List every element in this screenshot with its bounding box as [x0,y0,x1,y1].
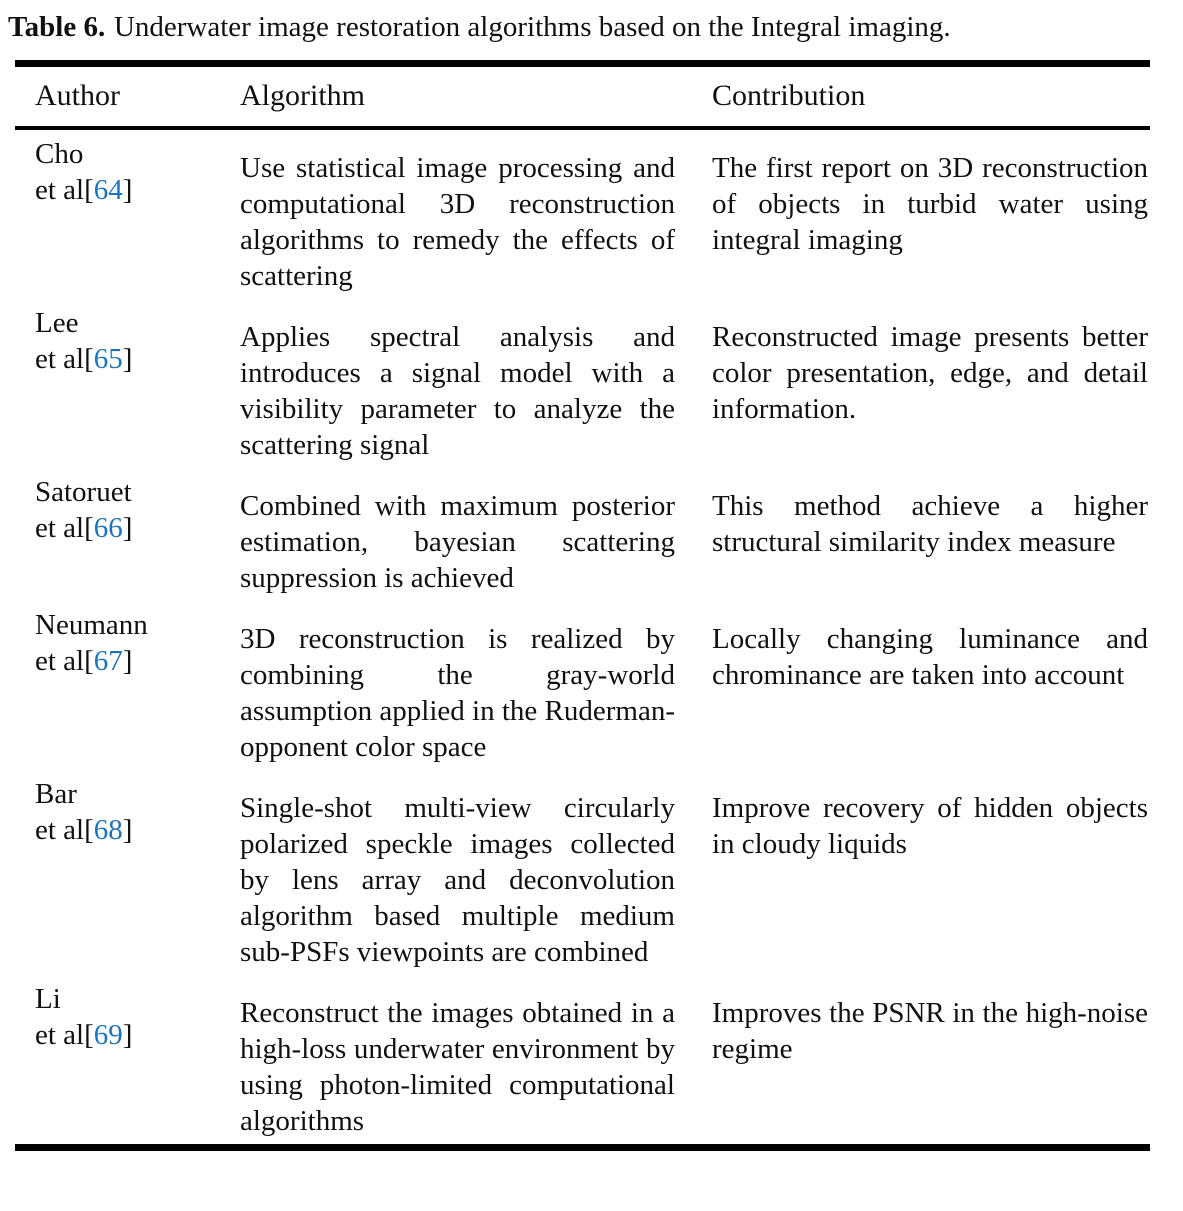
etal-prefix: et al[ [35,814,94,846]
contribution-cell: The first report on 3D reconstruction of objects in turbid water using integral imaging [712,152,1148,256]
author-name: Neumann [35,609,148,641]
etal-suffix: ] [122,343,133,375]
algorithm-cell: Combined with maximum posterior estimation, bayesian scattering suppression is achieved [240,490,675,594]
contribution-cell: Improve recovery of hidden objects in cloudy liquids [712,792,1148,860]
etal-suffix: ] [122,174,133,206]
author-cell [15,975,240,1148]
author-etal [35,1019,132,1051]
etal-suffix: ] [122,645,133,677]
header-contribution: Contribution [712,79,866,112]
author-cell [15,128,240,299]
author-etal [35,174,132,206]
table-head [15,64,1150,129]
citation-link[interactable]: 64 [93,174,123,206]
author-etal [35,814,132,846]
citation-link[interactable]: 69 [93,1019,123,1051]
author-name: Cho [35,138,84,170]
etal-prefix: et al[ [35,174,94,206]
table-row-bar [15,770,1150,975]
table-body [15,128,1150,1148]
table-row-cho [15,128,1150,299]
table-row-lee [15,299,1150,468]
citation-link[interactable]: 67 [93,645,123,677]
author-name: Lee [35,307,79,339]
etal-suffix: ] [122,512,133,544]
author-cell [15,468,240,601]
algorithm-cell: 3D reconstruction is realized by combining the gray-world assumption applied in the Ruderman-opponent color space [240,623,675,763]
etal-prefix: et al[ [35,1019,94,1051]
algorithm-cell: Use statistical image processing and computational 3D reconstruction algorithms to remedy the effects of scattering [240,152,675,292]
author-name: Li [35,983,61,1015]
author-etal [35,512,132,544]
table-row-neumann [15,601,1150,770]
author-cell [15,601,240,770]
integral-imaging-table [15,60,1150,1151]
etal-suffix: ] [122,814,133,846]
author-name: Satoruet [35,476,132,508]
etal-prefix: et al[ [35,645,94,677]
table-caption [8,10,1183,45]
citation-link[interactable]: 65 [93,343,123,375]
header-author: Author [35,79,120,112]
contribution-cell: Reconstructed image presents better color presentation, edge, and detail information. [712,321,1148,425]
citation-link[interactable]: 66 [93,512,123,544]
header-algorithm: Algorithm [240,79,365,112]
contribution-cell: Improves the PSNR in the high-noise regime [712,997,1148,1065]
algorithm-cell: Applies spectral analysis and introduces a signal model with a visibility parameter to analyze the scattering signal [240,321,675,461]
author-cell [15,770,240,975]
author-etal [35,343,132,375]
contribution-cell: Locally changing luminance and chrominance are taken into account [712,623,1148,691]
author-cell [15,299,240,468]
header-row [15,64,1150,129]
algorithm-cell: Single-shot multi-view circularly polarized speckle images collected by lens array and deconvolution algorithm based multiple medium sub-PSFs viewpoints are combined [240,792,675,968]
table-caption-label: Table 6. [8,11,106,43]
citation-link[interactable]: 68 [93,814,123,846]
table-row-satoruet [15,468,1150,601]
author-etal [35,645,132,677]
etal-suffix: ] [122,1019,133,1051]
contribution-cell: This method achieve a higher structural similarity index measure [712,490,1148,558]
etal-prefix: et al[ [35,343,94,375]
table-caption-text: Underwater image restoration algorithms based on the Integral imaging. [113,11,951,43]
algorithm-cell: Reconstruct the images obtained in a high-loss underwater environment by using photon-limited computational algorithms [240,997,675,1137]
table-row-li [15,975,1150,1148]
author-name: Bar [35,778,77,810]
etal-prefix: et al[ [35,512,94,544]
